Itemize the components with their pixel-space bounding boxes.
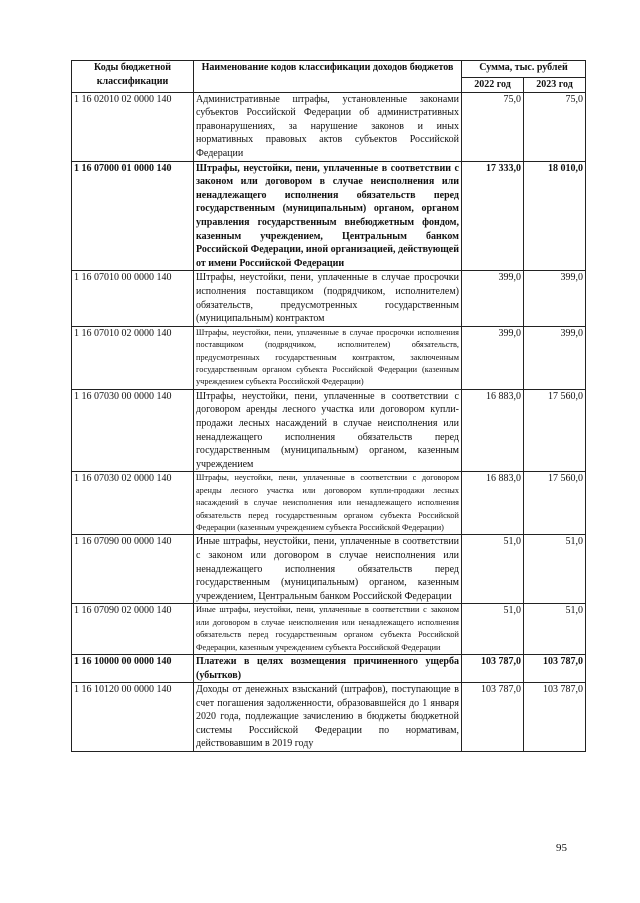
- row-name: Иные штрафы, неустойки, пени, уплаченные в соответствии с законом или договором в случае неисполнения или ненадлежащего исполнения обязательств перед государственным (муниципальным) органом, казенным учреждением, Центральным банком Российской Федерации: [194, 535, 462, 604]
- table-row: [72, 92, 586, 161]
- row-value-2022: 51,0: [462, 535, 524, 604]
- row-name: Иные штрафы, неустойки, пени, уплаченные в соответствии с законом или договором в случае неисполнения или ненадлежащего исполнения обязательств перед государственным органом субъекта Российской Федерации, казенным учреждением субъекта Российской Федерации: [194, 604, 462, 655]
- table-row: [72, 654, 586, 682]
- row-value-2022: 16 883,0: [462, 389, 524, 472]
- header-year-2022: 2022 год: [462, 78, 524, 93]
- row-value-2023: 51,0: [524, 604, 586, 655]
- table-row: [72, 683, 586, 752]
- row-value-2023: 103 787,0: [524, 654, 586, 682]
- row-value-2022: 17 333,0: [462, 161, 524, 271]
- row-name: Платежи в целях возмещения причиненного ущерба (убытков): [194, 654, 462, 682]
- page-number: 95: [556, 842, 567, 854]
- row-name: Доходы от денежных взысканий (штрафов), поступающие в счет погашения задолженности, образовавшейся до 1 января 2020 года, подлежащие зачислению в бюджеты бюджетной системы Российской Федерации по нормативам, действовавшим в 2019 году: [194, 683, 462, 752]
- row-name: Штрафы, неустойки, пени, уплаченные в случае просрочки исполнения поставщиком (подрядчиком, исполнителем) обязательств, предусмотренных государственным контрактом, заключенным государственным органом субъекта Российской Федерации (казенным учреждением субъекта Российской Федерации): [194, 326, 462, 389]
- row-value-2022: 75,0: [462, 92, 524, 161]
- budget-revenue-table: [71, 60, 586, 752]
- row-value-2022: 103 787,0: [462, 654, 524, 682]
- table-row: [72, 326, 586, 389]
- row-value-2023: 103 787,0: [524, 683, 586, 752]
- row-code: 1 16 07000 01 0000 140: [72, 161, 194, 271]
- header-year-2023: 2023 год: [524, 78, 586, 93]
- row-code: 1 16 07090 00 0000 140: [72, 535, 194, 604]
- header-name: Наименование кодов классификации доходов бюджетов: [194, 61, 462, 93]
- row-value-2022: 103 787,0: [462, 683, 524, 752]
- row-name: Штрафы, неустойки, пени, уплаченные в соответствии с законом или договором в случае неисполнения или ненадлежащего исполнения обязательств перед государственным (муниципальным) органом, органом управления государственным внебюджетным фондом, казенным учреждением, Центральным банком Российской Федерации, иной организацией, действующей от имени Российской Федерации: [194, 161, 462, 271]
- row-code: 1 16 07010 02 0000 140: [72, 326, 194, 389]
- table-row: [72, 389, 586, 472]
- row-value-2023: 17 560,0: [524, 389, 586, 472]
- row-value-2022: 399,0: [462, 326, 524, 389]
- row-value-2023: 18 010,0: [524, 161, 586, 271]
- row-value-2023: 51,0: [524, 535, 586, 604]
- row-value-2022: 51,0: [462, 604, 524, 655]
- table-row: [72, 604, 586, 655]
- row-code: 1 16 07010 00 0000 140: [72, 271, 194, 326]
- table-row: [72, 271, 586, 326]
- row-name: Штрафы, неустойки, пени, уплаченные в соответствии с договором аренды лесного участка или договором купли-продажи лесных насаждений в случае неисполнения или ненадлежащего исполнения обязательств перед государственным органом субъекта Российской Федерации (казенным учреждением субъекта Российской Федерации): [194, 472, 462, 535]
- header-code: Коды бюджетной классификации: [72, 61, 194, 93]
- row-value-2023: 399,0: [524, 271, 586, 326]
- row-code: 1 16 07030 02 0000 140: [72, 472, 194, 535]
- row-name: Штрафы, неустойки, пени, уплаченные в соответствии с договором аренды лесного участка или договором купли-продажи лесных насаждений в случае неисполнения или ненадлежащего исполнения обязательств перед государственным (муниципальным) органом, казенным учреждением: [194, 389, 462, 472]
- row-value-2023: 17 560,0: [524, 472, 586, 535]
- row-name: Штрафы, неустойки, пени, уплаченные в случае просрочки исполнения поставщиком (подрядчиком, исполнителем) обязательств, предусмотренных государственным (муниципальным) контрактом: [194, 271, 462, 326]
- row-code: 1 16 10120 00 0000 140: [72, 683, 194, 752]
- row-code: 1 16 02010 02 0000 140: [72, 92, 194, 161]
- table-row: [72, 535, 586, 604]
- row-code: 1 16 10000 00 0000 140: [72, 654, 194, 682]
- row-value-2022: 16 883,0: [462, 472, 524, 535]
- row-value-2023: 399,0: [524, 326, 586, 389]
- row-value-2022: 399,0: [462, 271, 524, 326]
- row-value-2023: 75,0: [524, 92, 586, 161]
- row-code: 1 16 07030 00 0000 140: [72, 389, 194, 472]
- table-row: [72, 161, 586, 271]
- table-row: [72, 472, 586, 535]
- row-code: 1 16 07090 02 0000 140: [72, 604, 194, 655]
- header-sum: Сумма, тыс. рублей: [462, 61, 586, 78]
- row-name: Административные штрафы, установленные законами субъектов Российской Федерации об административных правонарушениях, за нарушение законов и иных нормативных правовых актов субъектов Российской Федерации: [194, 92, 462, 161]
